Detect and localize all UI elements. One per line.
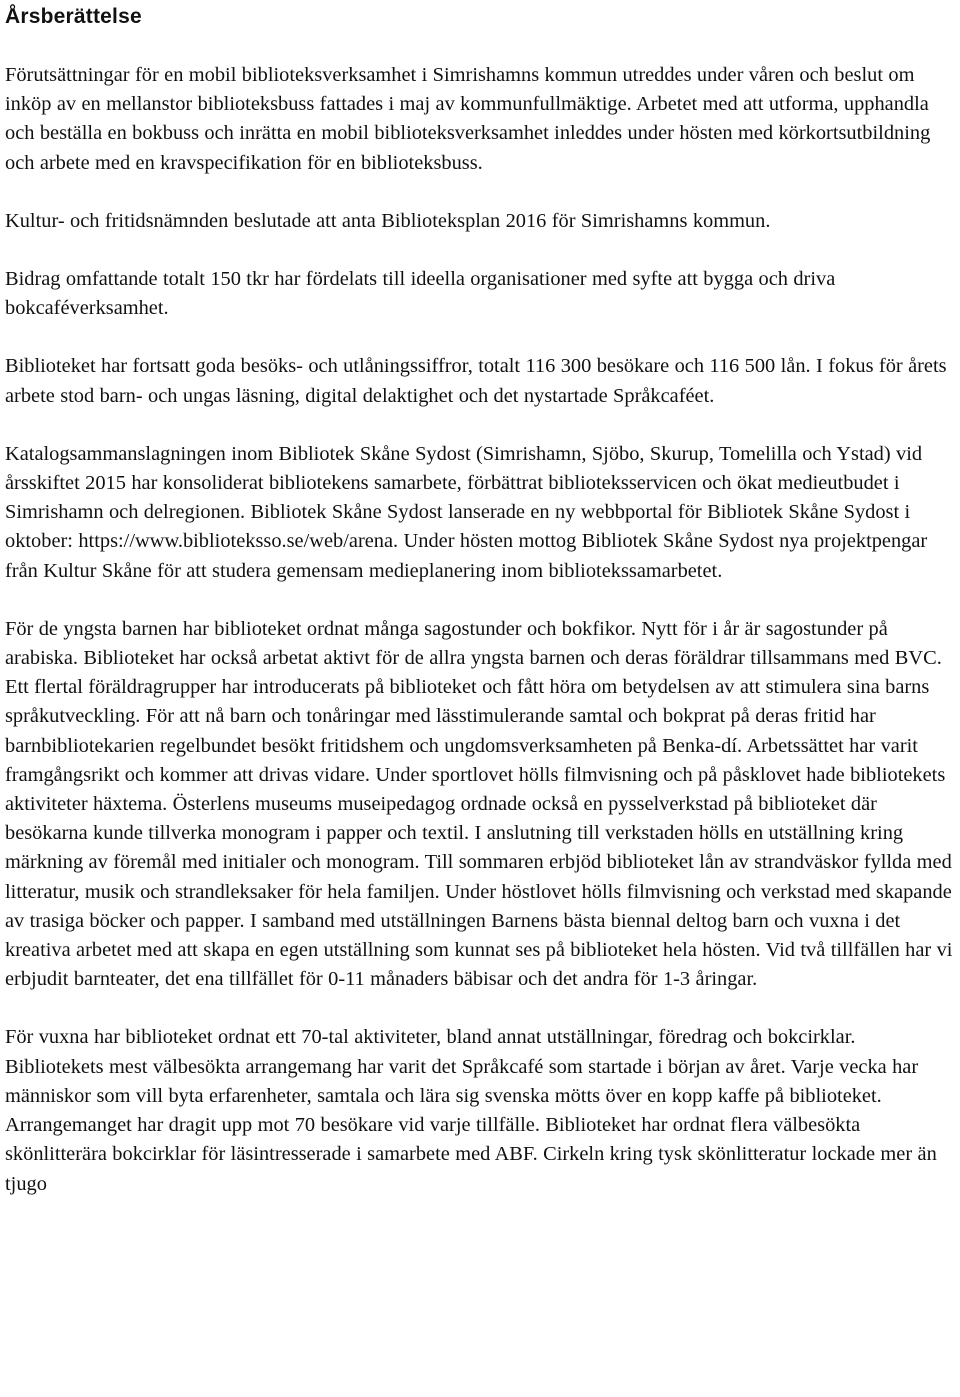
paragraph-library-plan: Kultur- och fritidsnämnden beslutade att anta Biblioteksplan 2016 för Simrishamns kommun. (5, 209, 771, 232)
paragraph-statistics: Biblioteket har fortsatt goda besöks- och utlåningssiffror, totalt 116 300 besökare och 116 500 lån. I fokus för årets arbete stod barn- och ungas läsning, digital delaktighet och det nystartade Språkcaféet. (5, 355, 947, 407)
paragraph-catalog-merge: Katalogsammanslagningen inom Bibliotek Skåne Sydost (Simrishamn, Sjöbo, Skurup, Tomelilla och Ystad) vid årsskiftet 2015 har konsoliderat bibliotekens samarbete, förbättrat biblioteksservicen och ökat medieutbudet i Simrishamn och delregionen. Bibliotek Skåne Sydost lanserade en ny webbportal för Bibliotek Skåne Sydost i oktober: https://www.biblioteksso.se/web/arena. Under hösten mottog Bibliotek Skåne Sydost nya projektpengar från Kultur Skåne för att studera gemensam medieplanering inom bibliotekssamarbetet. (5, 442, 928, 582)
paragraph-grants: Bidrag omfattande totalt 150 tkr har fördelats till ideella organisationer med syfte att bygga och driva bokcaféverksamhet. (5, 268, 836, 320)
document-title: Årsberättelse (5, 5, 142, 28)
document-page (5, 0, 957, 1199)
paragraph-adult-activities: För vuxna har biblioteket ordnat ett 70-tal aktiviteter, bland annat utställningar, föredrag och bokcirklar. Bibliotekets mest välbesökta arrangemang har varit det Språkcafé som startade i början av året. Varje vecka har människor som vill byta erfarenheter, samtala och lära sig svenska mötts över en kopp kaffe på biblioteket. Arrangemanget har dragit upp mot 70 besökare vid varje tillfälle. Biblioteket har ordnat flera välbesökta skönlitterära bokcirklar för läsintresserade i samarbete med ABF. Cirkeln kring tysk skönlitteratur lockade mer än tjugo (5, 1026, 937, 1195)
paragraph-mobile-library: Förutsättningar för en mobil biblioteksverksamhet i Simrishamns kommun utreddes under våren och beslut om inköp av en mellanstor biblioteksbuss fattades i maj av kommunfullmäktige. Arbetet med att utforma, upphandla och beställa en bokbuss och inrätta en mobil biblioteksverksamhet inleddes under hösten med körkortsutbildning och arbete med en kravspecifikation för en biblioteksbuss. (5, 64, 931, 174)
paragraph-children-activities: För de yngsta barnen har biblioteket ordnat många sagostunder och bokfikor. Nytt för i år är sagostunder på arabiska. Biblioteket har också arbetat aktivt för de allra yngsta barnen och deras föräldrar tillsammans med BVC. Ett flertal föräldragrupper har introducerats på biblioteket och fått höra om betydelsen av att stimulera sina barns språkutveckling. För att nå barn och tonåringar med lässtimulerande samtal och bokprat på deras fritid har barnbibliotekarien regelbundet besökt fritidshem och ungdomsverksamheten på Benka-dí. Arbetssättet har varit framgångsrikt och kommer att drivas vidare. Under sportlovet hölls filmvisning och på påsklovet hade bibliotekets aktiviteter häxtema. Österlens museums museipedagog ordnade också en pysselverkstad på biblioteket där besökarna kunde tillverka monogram i papper och textil. I anslutning till verkstaden hölls en utställning kring märkning av föremål med initialer och monogram. Till sommaren erbjöd biblioteket lån av strandväskor fyllda med litteratur, musik och strandleksaker för hela familjen. Under höstlovet hölls filmvisning och verkstad med skapande av trasiga böcker och papper. I samband med utställningen Barnens bästa biennal deltog barn och vuxna i det kreativa arbetet med att skapa en egen utställning som kunnat ses på biblioteket hela hösten. Vid två tillfällen har vi erbjudit barnteater, det ena tillfället för 0-11 månaders bäbisar och det andra för 1-3 åringar. (5, 617, 953, 991)
